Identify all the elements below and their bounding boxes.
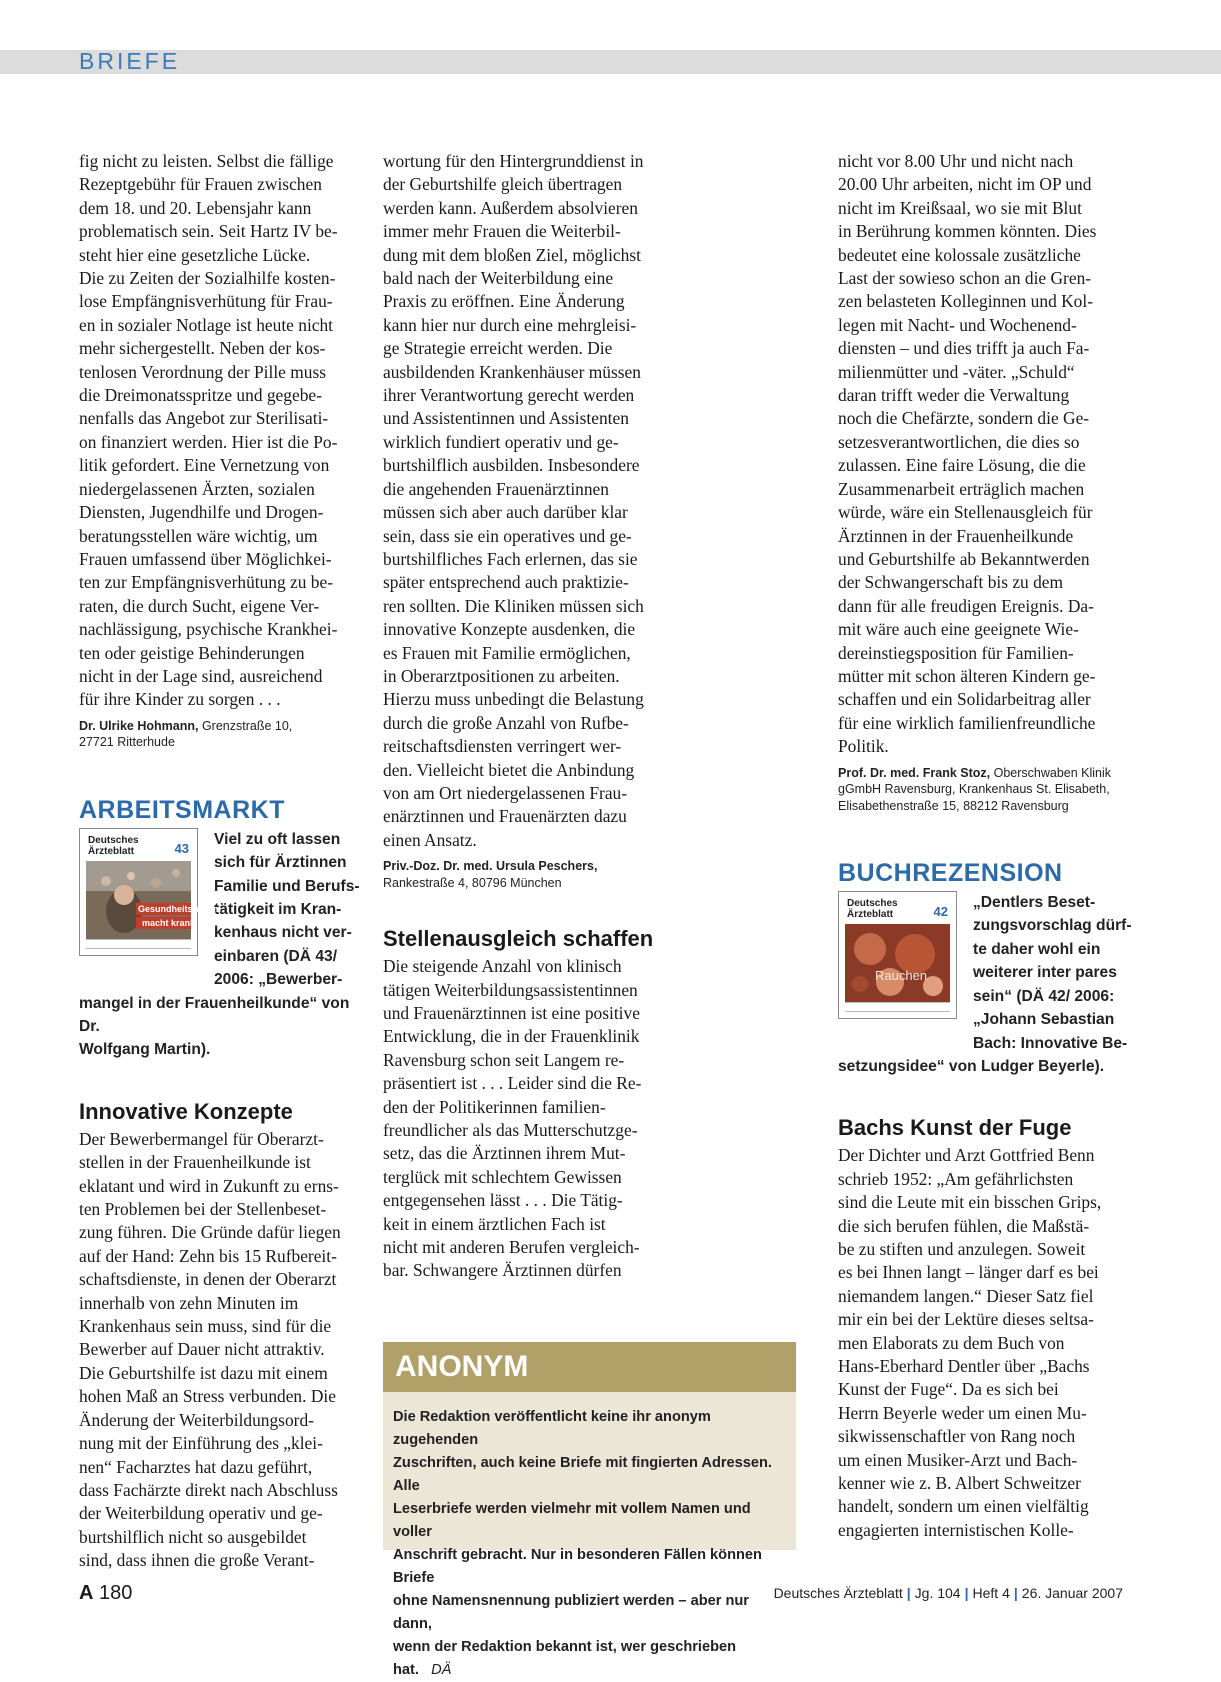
- ref-line: weiterer inter pares: [973, 964, 1117, 982]
- journal-date: 26. Januar 2007: [1021, 1585, 1123, 1601]
- cover-issue-number: 43: [174, 840, 189, 856]
- signature-address: Oberschwaben Klinik gGmbH Ravensburg, Krankenhaus St. Elisabeth, Elisabethenstraße 15, 88212 Ravensburg: [838, 765, 1112, 813]
- anonym-notice-box: [383, 1342, 796, 1678]
- letter-text: wortung für den Hintergrunddienst in der Geburtshilfe gleich übertragen werden kann. Außerdem absolvieren immer mehr Frauen die Weiterbil- dung mit dem bloßen Ziel, möglichst bald nach der Weiterbildung eine Praxis zu eröffnen. Eine Änderung kann hier nur durch eine mehrgleisi- ge Strategie erreicht werden. Die ausbildenden Krankenhäuser müssen ihrer Verantwortung gerecht werden und Assistentinnen und Assistenten wirklich fundiert operativ und ge- burtshilflich ausbilden. Insbesondere die angehenden Frauenärztinnen müssen sich aber auch darüber klar sein, dass sie ein operatives und ge- burtshilfliches Fach erlernen, das sie später entsprechend auch praktizie- ren sollten. Die Kliniken müssen sich innovative Konzepte ausdenken, die es Frauen mit Familie ermöglichen, in Oberarztpositionen zu arbeiten. Hierzu muss unbedingt die Belastung durch die große Anzahl von Rufbe- reitschaftsdiensten verringert wer- den. Vielleicht bietet die Anbindung von am Ort niedergelassenen Frau- enärztinnen und Frauenärzten dazu einen Ansatz.: [383, 151, 644, 850]
- signature-address: Rankestraße 4, 80796 München: [383, 875, 562, 890]
- letter-text: fig nicht zu leisten. Selbst die fällige Rezeptgebühr für Frauen zwischen dem 18. und 20. Lebensjahr kann problematisch sein. Seit Hartz IV be- steht hier eine gesetzliche Lücke. Die zu Zeiten der Sozialhilfe kosten- lose Empfängnisverhütung für Frau- en in sozialer Notlage ist heute nicht mehr sichergestellt. Neben der kos- tenlosen Verordnung der Pille muss die Dreimonatsspritze und gegebe- nenfalls das Angebot zur Sterilisati- on finanziert werden. Hier ist die Po- litik gefordert. Eine Vernetzung von niedergelassenen Ärzten, sozialen Diensten, Jugendhilfe und Drogen- beratungsstellen wäre wichtig, um Frauen umfassend über Möglichkei- ten zur Empfängnisverhütung zu be- raten, die durch Sucht, eigene Ver- nachlässigung, psychische Krankhei- ten oder geistige Behinderungen nicht in der Lage sind, ausreichend für ihre Kinder zu sorgen . . .: [79, 151, 338, 710]
- reference-block: [79, 828, 369, 1062]
- ref-line: zungsvorschlag dürf-: [973, 917, 1132, 935]
- signature-name: Dr. Ulrike Hohmann,: [79, 718, 199, 733]
- ref-line: Bach: Innovative Be-: [973, 1034, 1128, 1052]
- letter-text: Die steigende Anzahl von klinisch tätigen Weiterbildungsassistentinnen und Frauenärztinnen ist eine positive Entwicklung, die in der Frauenklinik Ravensburg schon seit Langem re- präsentiert ist . . . Leider sind die Re- den der Politikerinnen familien- freundlicher als das Mutterschutzge- setz, das die Ärztinnen ihrem Mut- terglück mit schlechtem Gewissen entgegensehen lässt . . . Die Tätig- keit in einem ärztlichen Fach ist nicht mit anderen Berufen vergleich- bar. Schwangere Ärztinnen dürfen: [383, 956, 642, 1281]
- letter-heading: Bachs Kunst der Fuge: [838, 1115, 1072, 1141]
- magazine-cover: [79, 828, 222, 956]
- cover-footer: [86, 939, 191, 949]
- svg-text:Rauchen: Rauchen: [875, 968, 928, 984]
- letter-heading: Innovative Konzepte: [79, 1098, 293, 1124]
- signature-name: Prof. Dr. med. Frank Stoz,: [838, 765, 991, 780]
- ref-line: 2006: „Bewerber-: [214, 971, 343, 989]
- anonym-text: [383, 1392, 796, 1682]
- journal-volume: Jg. 104: [914, 1585, 961, 1601]
- ref-line: te daher wohl ein: [973, 940, 1101, 958]
- ref-line: sich für Ärztinnen: [214, 854, 347, 872]
- anonym-title: ANONYM: [383, 1342, 796, 1392]
- journal-issue: Heft 4: [972, 1585, 1010, 1601]
- separator: |: [906, 1585, 911, 1601]
- cover-title: Deutsches Ärzteblatt: [847, 898, 898, 921]
- letter-text: Der Dichter und Arzt Gottfried Benn schrieb 1952: „Am gefährlichsten sind die Leute mit ein bisschen Grips, die sich berufen fühlen, die Maßstä- be zu stiften und anzulegen. Soweit es bei Ihnen langt – länger darf es bei niemandem langen.“ Dieser Satz fiel mir ein bei der Lektüre dieses seltsa- men Elaborats zu dem Buch von Hans-Eberhard Dentler über „Bachs Kunst der Fuge“. Da es sich bei Herrn Beyerle weder um einen Mu- sikwissenschaftler von Rang noch um einen Musiker-Arzt und Bach- kenner wie z. B. Albert Schweitzer handelt, sondern um einen vielfältig engagierten internistischen Kolle-: [838, 1145, 1102, 1540]
- signature: [383, 858, 683, 891]
- letter-text: Der Bewerbermangel für Oberarzt- stellen in der Frauenheilkunde ist eklatant und wird in Zukunft zu erns- ten Problemen bei der Stellenbeset- zung führen. Die Gründe dafür liegen auf der Hand: Zehn bis 15 Rufbereit- schaftsdienste, in denen der Oberarzt innerhalb von zehn Minuten im Krankenhaus sein muss, sind für die Bewerber auf Dauer nicht attraktiv. Die Geburtshilfe ist dazu mit einem hohen Maß an Stress verbunden. Die Änderung der Weiterbildungsord- nung mit der Einführung des „klei- nen“ Facharztes hat dazu geführt, dass Fachärzte direkt nach Abschluss der Weiterbildung operativ und ge- burtshilflich nicht so ausgebildet sind, dass ihnen die große Verant-: [79, 1128, 341, 1571]
- category-heading: ARBEITSMARKT: [79, 795, 285, 824]
- cover-issue-number: 42: [933, 904, 948, 920]
- separator: |: [964, 1585, 969, 1601]
- ref-tail: setzungsidee“ von Ludger Beyerle).: [838, 1057, 1105, 1075]
- ref-line: tätigkeit im Kran-: [214, 900, 342, 918]
- cover-image: [86, 861, 222, 939]
- reference-block: [838, 891, 1138, 1078]
- ref-line: „Dentlers Beset-: [973, 894, 1096, 912]
- signature: [838, 765, 1138, 815]
- letter-heading: Stellenausgleich schaffen: [383, 926, 654, 952]
- anonym-sign: DÄ: [431, 1662, 452, 1678]
- page-number-value: 180: [99, 1582, 133, 1604]
- section-label: BRIEFE: [79, 48, 181, 74]
- cover-footer: [845, 1002, 950, 1012]
- ref-tail: mangel in der Frauenheilkunde“ von Dr. Wolfgang Martin).: [79, 994, 350, 1059]
- magazine-cover: [838, 891, 957, 1019]
- ref-line: Viel zu oft lassen: [214, 830, 341, 848]
- ref-line: „Johann Sebastian: [973, 1011, 1115, 1029]
- publication-info: [774, 1585, 1123, 1601]
- signature-address: Grenzstraße 10, 27721 Ritterhude: [79, 718, 293, 750]
- letter-text: nicht vor 8.00 Uhr und nicht nach 20.00 Uhr arbeiten, nicht im OP und nicht im Kreißsaal, wo sie mit Blut in Berührung kommen könnten. Dies bedeutet eine kolossale zusätzliche Last der sowieso schon an die Gren- zen belasteten Kolleginnen und Kol- legen mit Nacht- und Wochenend- diensten – und dies trifft ja auch Fa- milienmütter und -väter. „Schuld“ daran trifft weder die Verwaltung noch die Chefärzte, sondern die Ge- setzesverantwortlichen, die dies so zulassen. Eine faire Lösung, die die Zusammenarbeit erträglich machen würde, wäre ein Stellenausgleich für Ärztinnen in der Frauenheilkunde und Geburtshilfe ab Bekanntwerden der Schwangerschaft bis zu dem dann für alle freudigen Ereignis. Da- mit wäre auch eine geeignete Wie- dereinstiegsposition für Familien- mütter mit schon älteren Kindern ge- schaffen und ein Solidarbeitrag aller für eine wirklich familienfreundliche Politik.: [838, 151, 1097, 757]
- svg-text:macht krank: macht krank: [142, 917, 196, 928]
- anonym-body: Die Redaktion veröffentlicht keine ihr anonym zugehenden Zuschriften, auch keine Briefe mit fingierten Adressen. Alle Leserbriefe werden vielmehr mit vollem Namen und voller Anschrift gebracht. Nur in besonderen Fällen können Briefe ohne Namensnennung publiziert werden – aber nur dann, wenn der Redaktion bekannt ist, wer geschrieben hat.: [393, 1409, 772, 1678]
- column-2: [383, 150, 683, 1283]
- header-bar: [0, 50, 1221, 74]
- svg-text:Gesundheitsreform: Gesundheitsreform: [138, 903, 222, 914]
- ref-line: Familie und Berufs-: [214, 877, 360, 895]
- ref-line: einbaren (DÄ 43/: [214, 947, 338, 965]
- cover-title: Deutsches Ärzteblatt: [88, 834, 139, 857]
- column-3: [838, 150, 1138, 1542]
- column-1: [79, 150, 369, 1573]
- page-prefix: A: [79, 1582, 94, 1604]
- ref-line: sein“ (DÄ 42/ 2006:: [973, 987, 1115, 1005]
- page-number: [79, 1582, 132, 1605]
- category-heading: BUCHREZENSION: [838, 859, 1063, 888]
- signature: [79, 718, 369, 751]
- cover-image: [845, 924, 950, 1002]
- signature-name: Priv.-Doz. Dr. med. Ursula Peschers,: [383, 859, 598, 874]
- journal-name: Deutsches Ärzteblatt: [773, 1585, 903, 1601]
- separator: |: [1013, 1585, 1018, 1601]
- ref-line: kenhaus nicht ver-: [214, 924, 352, 942]
